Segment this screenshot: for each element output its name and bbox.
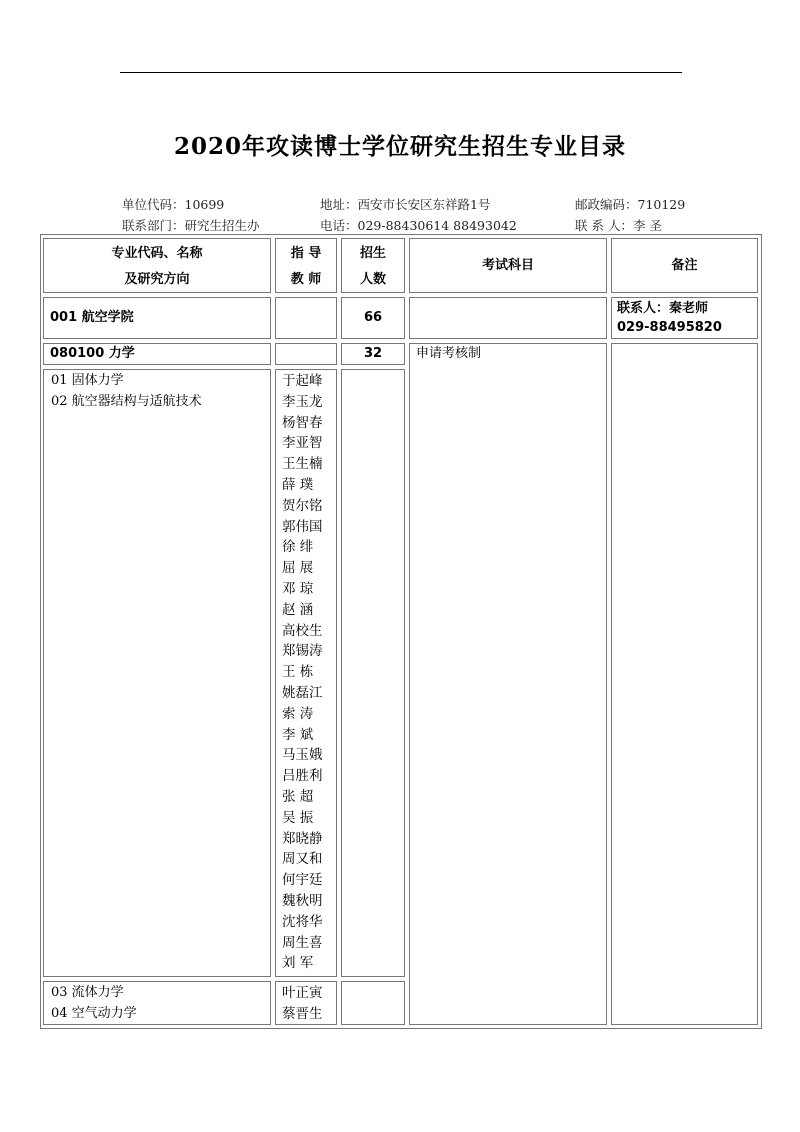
major-advisor-cell [275,343,337,365]
college-advisor-cell [275,297,337,339]
direction-item: 02 航空器结构与适航技术 [51,393,202,409]
college-exam-cell [409,297,607,339]
advisor-name: 周生喜 [282,934,323,951]
major-exam: 申请考核制 [409,343,607,1025]
header-major [43,238,271,293]
header-exam: 考试科目 [409,238,607,293]
advisor-name: 薛 璞 [282,476,314,493]
header-quota [341,238,405,293]
direction-item: 03 流体力学 [51,985,124,1000]
header-major-line1: 专业代码、名称 [111,246,203,261]
advisor-name: 刘 军 [282,955,314,972]
major-name: 080100 力学 [43,343,271,365]
advisor-name: 王生楠 [282,456,323,473]
advisor-group-1 [275,369,337,977]
advisor-name: 高校生 [282,622,323,639]
advisor-name: 魏秋明 [282,892,323,909]
advisor-name: 贺尔铭 [282,497,323,514]
advisor-name: 李玉龙 [282,393,323,410]
college-remark [611,297,758,339]
header-advisor-line1: 指 导 [290,246,322,261]
direction-item: 01 固体力学 [51,373,124,388]
advisor-name: 邓 琼 [282,580,314,597]
header-remark: 备注 [611,238,758,293]
direction-item: 04 空气动力学 [51,1005,137,1021]
quota-group-1-cell [341,369,405,977]
postcode: 邮政编码：710129 [575,197,686,212]
direction-group-2 [43,981,271,1025]
advisor-name: 郭伟国 [282,518,323,535]
advisor-group-2 [275,981,337,1025]
advisor-name: 徐 绯 [282,539,314,556]
advisor-name: 吴 振 [282,809,314,826]
advisor-name: 屈 展 [282,560,314,577]
advisor-name: 郑锡涛 [282,643,323,660]
advisor-name: 赵 涵 [282,601,314,618]
advisor-name: 蔡晋生 [282,1005,323,1022]
advisor-name: 于起峰 [282,373,323,389]
advisor-name: 姚磊江 [282,684,323,701]
advisor-name: 何宇廷 [282,872,323,889]
advisor-name: 叶正寅 [282,985,323,1001]
advisor-name: 郑晓静 [282,830,323,847]
college-remark-contact: 联系人：秦老师 [617,301,709,316]
major-quota: 32 [341,343,405,365]
advisor-name: 马玉娥 [282,747,323,764]
page-title: 2020年攻读博士学位研究生招生专业目录 [173,133,626,160]
advisor-name: 吕胜利 [282,768,323,785]
college-remark-phone: 029-88495820 [617,320,722,335]
contact-department: 联系部门：研究生招生办 [122,218,260,233]
advisor-name: 索 涛 [282,705,314,722]
address: 地址：西安市长安区东祥路1号 [320,197,491,212]
header-advisor [275,238,337,293]
direction-group-1 [43,369,271,977]
advisor-name: 王 栋 [282,664,314,681]
quota-group-2-cell [341,981,405,1025]
phone: 电话：029-88430614 88493042 [320,218,517,233]
college-quota: 66 [341,297,405,339]
college-name: 001 航空学院 [43,297,271,339]
advisor-name: 周又和 [282,851,323,868]
header-quota-line1: 招生 [359,246,386,261]
header-quota-line2: 人数 [359,272,386,287]
unit-code: 单位代码：10699 [122,197,225,212]
header-advisor-line2: 教 师 [290,272,322,287]
major-remark-cell [611,343,758,1025]
advisor-name: 李亚智 [282,435,323,452]
header-major-line2: 及研究方向 [124,272,190,287]
advisor-name: 张 超 [282,788,314,805]
contact-person: 联 系 人：李 圣 [575,218,662,233]
advisor-name: 沈将华 [282,913,323,930]
advisor-name: 杨智春 [282,414,323,431]
top-rule [120,72,682,73]
advisor-name: 李 斌 [282,726,314,743]
